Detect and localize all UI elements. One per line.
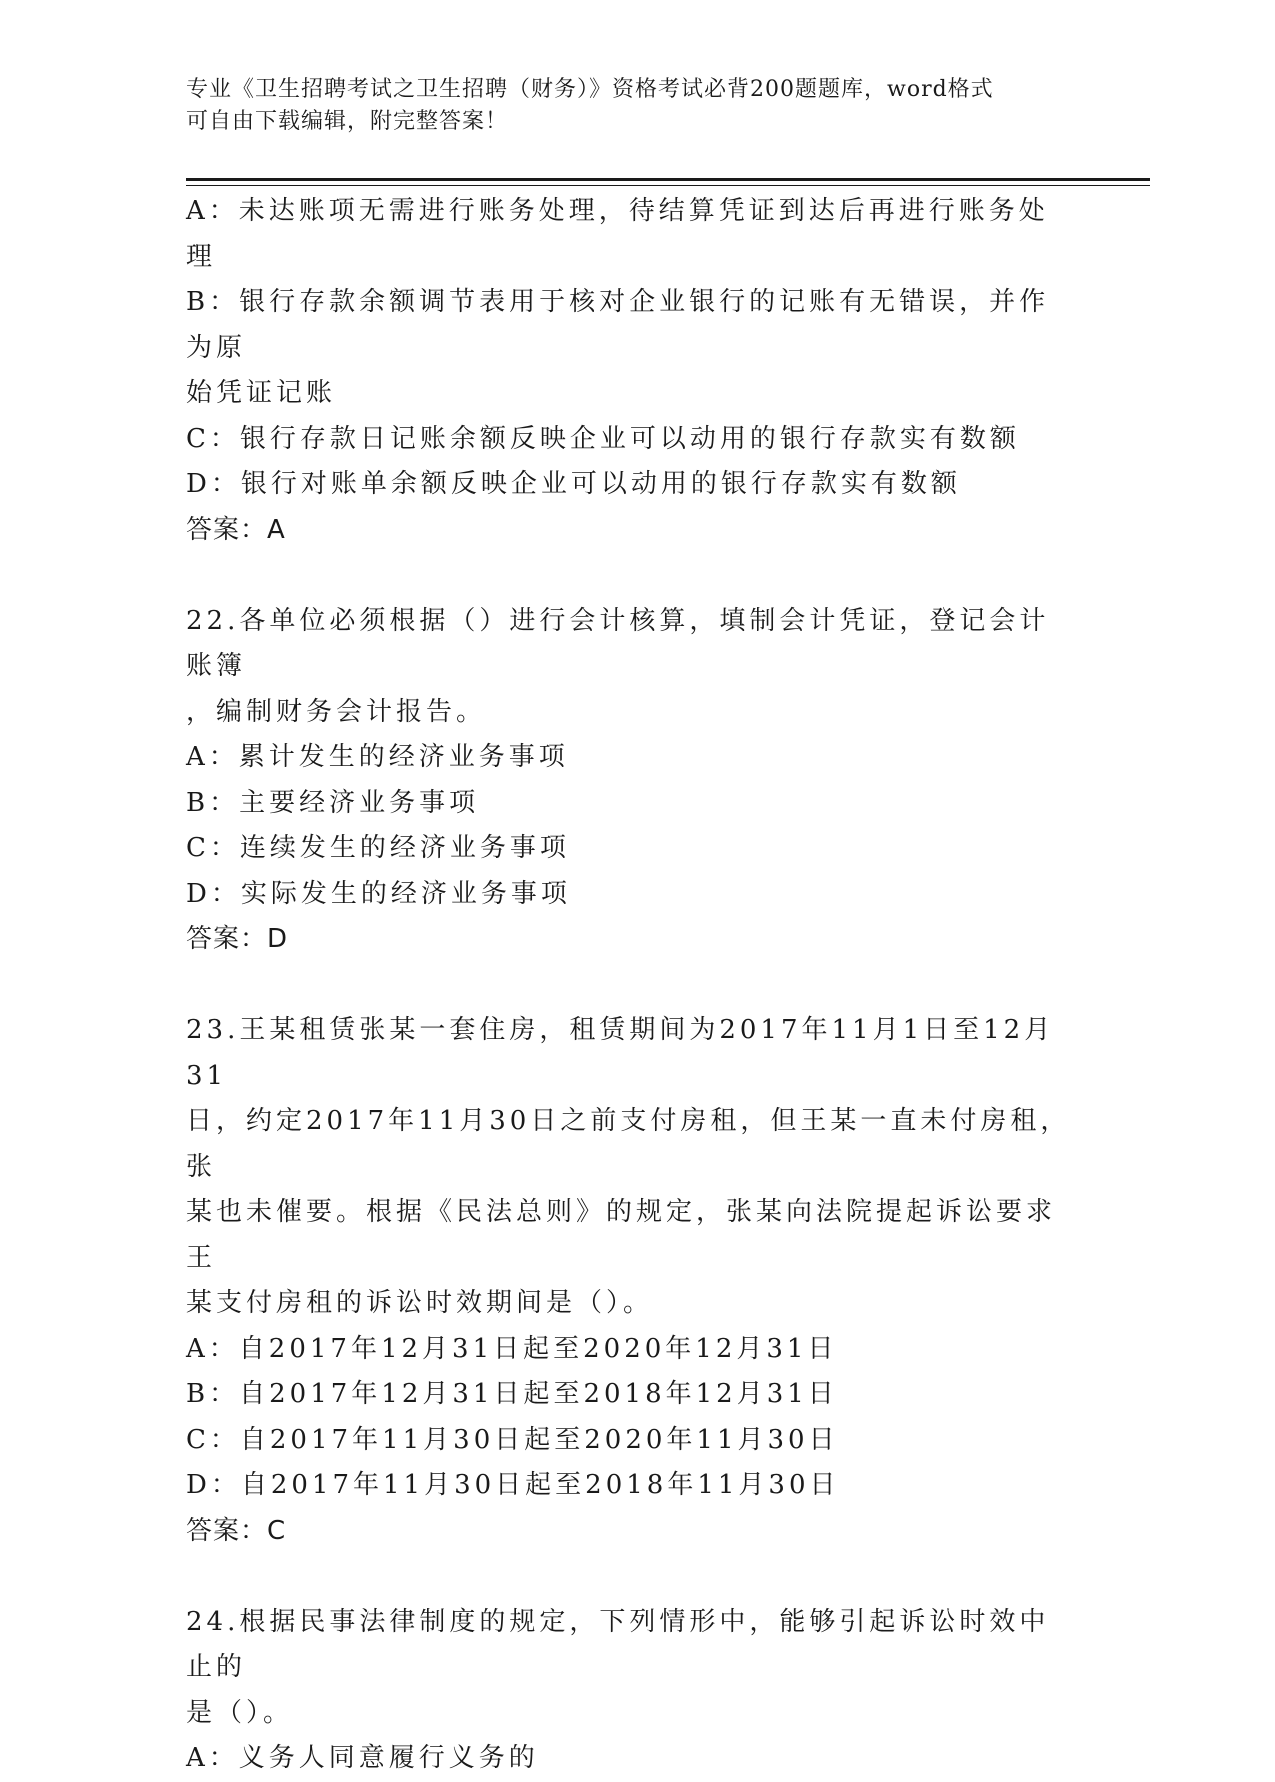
option-c: C：银行存款日记账余额反映企业可以动用的银行存款实有数额 [186, 423, 1020, 454]
header-line-1: 专业《卫生招聘考试之卫生招聘（财务）》资格考试必背200题题库，word格式 [186, 77, 994, 102]
option-d: D：自2017年11月30日起至2018年11月30日 [186, 1470, 840, 1500]
question-stem-line: 24.根据民事法律制度的规定，下列情形中，能够引起诉讼时效中止的 [186, 1606, 1050, 1682]
header-divider-thin [186, 185, 1150, 186]
question-21-block [186, 189, 1076, 553]
question-stem-line: 23.王某租赁张某一套住房，租赁期间为2017年11月1日至12月31 [186, 1015, 1055, 1091]
question-stem-line: 22.各单位必须根据（）进行会计核算，填制会计凭证，登记会计账簿 [186, 605, 1050, 681]
question-23-block [186, 1008, 1076, 1554]
answer-label: 答案：A [186, 514, 286, 545]
question-spacer [186, 553, 1076, 599]
question-22-block [186, 599, 1076, 963]
question-stem-line: 某也未催要。根据《民法总则》的规定，张某向法院提起诉讼要求王 [186, 1197, 1057, 1273]
question-stem-line: 日，约定2017年11月30日之前支付房租，但王某一直未付房租，张 [186, 1106, 1071, 1182]
question-spacer [186, 963, 1076, 1009]
option-b-continued: 始凭证记账 [186, 378, 337, 408]
option-a: A：累计发生的经济业务事项 [186, 742, 569, 772]
header-divider-thick [186, 178, 1150, 181]
option-d: D：实际发生的经济业务事项 [186, 878, 571, 909]
question-spacer [186, 1554, 1076, 1600]
answer-label: 答案：C [186, 1515, 287, 1546]
option-c: C：自2017年11月30日起至2020年11月30日 [186, 1424, 839, 1455]
question-stem-line: 是（）。 [186, 1697, 294, 1728]
option-d: D：银行对账单余额反映企业可以动用的银行存款实有数额 [186, 469, 961, 499]
document-header [186, 74, 1066, 138]
option-a: A：未达账项无需进行账务处理，待结算凭证到达后再进行账务处理 [186, 196, 1049, 272]
option-c: C：连续发生的经济业务事项 [186, 833, 570, 863]
question-stem-line: 某支付房租的诉讼时效期间是（）。 [186, 1288, 654, 1318]
option-b: B：自2017年12月31日起至2018年12月31日 [186, 1379, 838, 1409]
question-stem-line: ，编制财务会计报告。 [186, 696, 487, 727]
option-a: A：义务人同意履行义务的 [186, 1743, 539, 1773]
header-line-2: 可自由下载编辑，附完整答案！ [186, 109, 509, 134]
option-a: A：自2017年12月31日起至2020年12月31日 [186, 1333, 838, 1364]
question-24-block [186, 1600, 1076, 1782]
question-content [186, 189, 1076, 1782]
option-b: B：银行存款余额调节表用于核对企业银行的记账有无错误，并作为原 [186, 287, 1050, 363]
option-b: B：主要经济业务事项 [186, 787, 480, 818]
answer-label: 答案：D [186, 924, 289, 954]
